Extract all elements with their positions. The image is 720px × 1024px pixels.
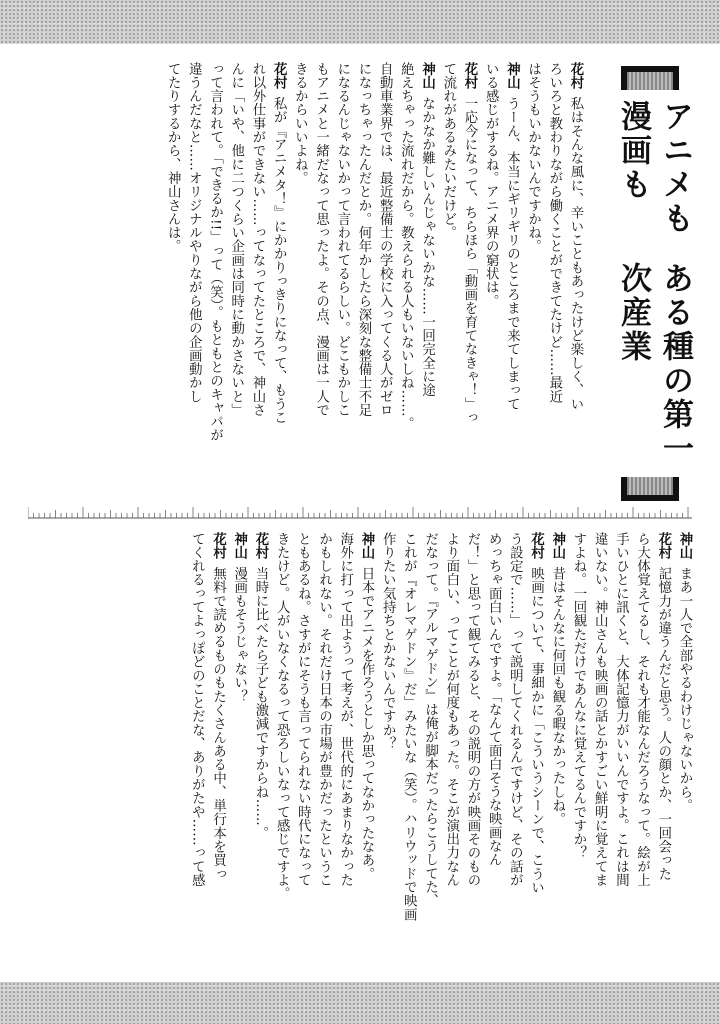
speaker-label: 神山 — [677, 532, 692, 560]
dialogue-text: 海外に打って出ようって考えが、世代的にあまりなかった — [337, 532, 353, 887]
dialogue-text: ろいろと教わりながら働くことができてたけど……最近 — [546, 62, 562, 404]
dialogue-line — [374, 62, 395, 502]
dialogue-line — [162, 62, 183, 502]
dialogue-text: 当時に比べたら子ども激減ですからね……。 — [252, 566, 268, 840]
speaker-label: 花村 — [528, 532, 544, 560]
dialogue-text: ともあるね。さすがにそうも言ってられない時代になって — [295, 532, 311, 887]
dialogue-text: まあ一人で全部やるわけじゃないから。 — [677, 566, 692, 813]
lower-dialogue-column — [186, 532, 695, 962]
dialogue-line — [522, 62, 543, 502]
dialogue-line — [332, 62, 353, 502]
top-screentone-band — [0, 0, 720, 44]
dialogue-line — [310, 62, 331, 502]
dialogue-line — [335, 532, 356, 962]
title-bracket-top — [621, 66, 679, 90]
dialogue-text: になっちゃったんだとか。何年かしたら深刻な整備士不足 — [355, 62, 371, 417]
dialogue-text: 私はそんな風に、辛いこともあったけど楽しく、い — [568, 96, 583, 411]
section-title-box — [604, 66, 696, 501]
section-title-line-1: アニメも漫画も — [615, 100, 693, 236]
dialogue-text: 昔はそんなに何回も観る暇なかったしね。 — [549, 566, 565, 827]
bottom-screentone-band — [0, 982, 720, 1024]
dialogue-line — [268, 62, 289, 502]
dialogue-text: 自動車業界では、最近整備士の学校に入ってくる人がゼロ — [377, 62, 393, 417]
dialogue-text: 漫画もそうじゃない？ — [231, 566, 247, 704]
dialogue-text: きたけど。人がいなくなるって恐ろしいなって感じですよ。 — [274, 532, 290, 901]
dialogue-text: てくれるってよっぽどのことだな、ありがたや……って感 — [189, 532, 205, 887]
dialogue-text: すよね。一回観ただけであんなに覚えてるんですか？ — [570, 532, 586, 860]
dialogue-line — [459, 62, 480, 502]
dialogue-line — [501, 62, 522, 502]
dialogue-line — [289, 62, 310, 502]
title-bracket-bottom — [621, 477, 679, 501]
speaker-label: 花村 — [252, 532, 268, 560]
dialogue-text: 作りたい気持ちとかないんですか？ — [380, 532, 396, 751]
dialogue-line — [480, 62, 501, 502]
dialogue-text: って言われて。「できるか!!」って（笑）。もともとのキャパが — [207, 62, 223, 443]
dialogue-text: 記憶力が違うんだと思う。人の顔とか、一回会った — [655, 566, 671, 881]
dialogue-line — [610, 532, 631, 962]
dialogue-line — [504, 532, 525, 962]
dialogue-text: う設定で……」って説明してくれるんですけど、その話が — [507, 532, 523, 887]
section-title — [604, 100, 696, 470]
dialogue-line — [547, 532, 568, 962]
dialogue-text: になるんじゃないかって言われてるらしい。どこもかしこ — [334, 62, 350, 417]
speaker-label: 花村 — [461, 62, 477, 90]
dialogue-text: だなって。『アルマゲドン』は俺が脚本だったらこうしてた、 — [422, 532, 438, 908]
dialogue-line — [271, 532, 292, 962]
dialogue-line — [653, 532, 674, 962]
dialogue-text: 無料で読めるものもたくさんある中、単行本を買っ — [210, 566, 226, 881]
dialogue-text: はそうもいかないんですかね。 — [525, 62, 541, 254]
dialogue-text: もアニメと一緒だなって思ったよ。その点、漫画は一人で — [313, 62, 329, 417]
dialogue-line — [226, 62, 247, 502]
dialogue-line — [395, 62, 416, 502]
upper-dialogue-column — [162, 62, 586, 502]
ruler-graphic — [28, 506, 692, 520]
dialogue-text: だ！」と思って観てみると、その説明の方が映画そのもの — [464, 532, 480, 887]
dialogue-line — [462, 532, 483, 962]
dialogue-text: 映画について、事細かに「こういうシーンで、こうい — [528, 566, 544, 895]
dialogue-text: めっちゃ面白いんですよ。「なんて面白そうな映画なん — [486, 532, 502, 867]
dialogue-line — [204, 62, 225, 502]
dialogue-text: より面白い、ってことが何度もあった。そこが演出力なん — [443, 532, 459, 887]
dialogue-line — [250, 532, 271, 962]
dialogue-text: かもしれない。それだけ日本の市場が豊かだったというこ — [316, 532, 332, 887]
dialogue-line — [356, 532, 377, 962]
dialogue-text: て流れがあるみたいだけど。 — [440, 62, 456, 240]
speaker-label: 花村 — [271, 62, 287, 90]
speaker-label: 花村 — [655, 532, 671, 560]
dialogue-text: 一応今になって、ちらほら「動画を育てなきゃ！」っ — [461, 96, 477, 425]
dialogue-line — [416, 62, 437, 502]
dialogue-line — [183, 62, 204, 502]
dialogue-text: んに「いや、他に二つくらい企画は同時に動かさないと」 — [228, 62, 244, 417]
dialogue-line — [674, 532, 695, 962]
dialogue-line — [441, 532, 462, 962]
speaker-label: 神山 — [504, 62, 520, 90]
dialogue-line — [544, 62, 565, 502]
dialogue-text: 違うんだなと……オリジナルやりながら他の企画動かし — [186, 62, 202, 404]
speaker-label: 花村 — [210, 532, 226, 560]
dialogue-text: これが『オレマゲドン』だ」みたいな（笑）。ハリウッドで映画 — [401, 532, 417, 922]
dialogue-line — [353, 62, 374, 502]
dialogue-text: 違いない。神山さんも映画の話とかすごい鮮明に覚えてま — [592, 532, 608, 887]
dialogue-line — [398, 532, 419, 962]
dialogue-line — [313, 532, 334, 962]
speaker-label: 神山 — [419, 62, 435, 90]
dialogue-text: てたりするから、神山さんは。 — [165, 62, 181, 254]
dialogue-text: 手いひとに訊くと、大体記憶力がいいんですよ。これは間 — [613, 532, 629, 887]
dialogue-text: なかなか難しいんじゃないかな……一回完全に途 — [419, 96, 435, 397]
dialogue-line — [568, 532, 589, 962]
dialogue-line — [483, 532, 504, 962]
dialogue-line — [631, 532, 652, 962]
dialogue-text: 日本でアニメを作ろうとしか思ってなかったなあ。 — [358, 566, 374, 881]
dialogue-line — [229, 532, 250, 962]
dialogue-text: ら大体覚えてるし、それも才能なんだろうなって。絵が上 — [634, 532, 650, 887]
dialogue-line — [207, 532, 228, 962]
dialogue-text: れ以外仕事ができない……ってなってたところで、神山さ — [249, 62, 265, 417]
dialogue-line — [589, 532, 610, 962]
dialogue-line — [438, 62, 459, 502]
dialogue-line — [292, 532, 313, 962]
dialogue-line — [186, 532, 207, 962]
speaker-label: 花村 — [568, 62, 583, 90]
dialogue-line — [525, 532, 546, 962]
speaker-label: 神山 — [358, 532, 374, 560]
dialogue-line — [419, 532, 440, 962]
dialogue-line — [565, 62, 586, 502]
dialogue-line — [247, 62, 268, 502]
section-title-line-2: ある種の第一次産業 — [615, 261, 693, 466]
dialogue-line — [377, 532, 398, 962]
dialogue-text: いる感じがするね。アニメ界の窮状は。 — [483, 62, 499, 308]
ruler-divider — [28, 506, 692, 520]
dialogue-text: うーん、本当にギリギリのところまで来てしまって — [504, 96, 520, 411]
speaker-label: 神山 — [231, 532, 247, 560]
speaker-label: 神山 — [549, 532, 565, 560]
dialogue-text: きるからいいよね。 — [292, 62, 308, 185]
dialogue-text: 私が『アニメタ！』にかかりっきりになって、もうこ — [271, 96, 287, 425]
dialogue-text: 絶えちゃった流れだから。教えられる人もいないしね……。 — [398, 62, 414, 431]
